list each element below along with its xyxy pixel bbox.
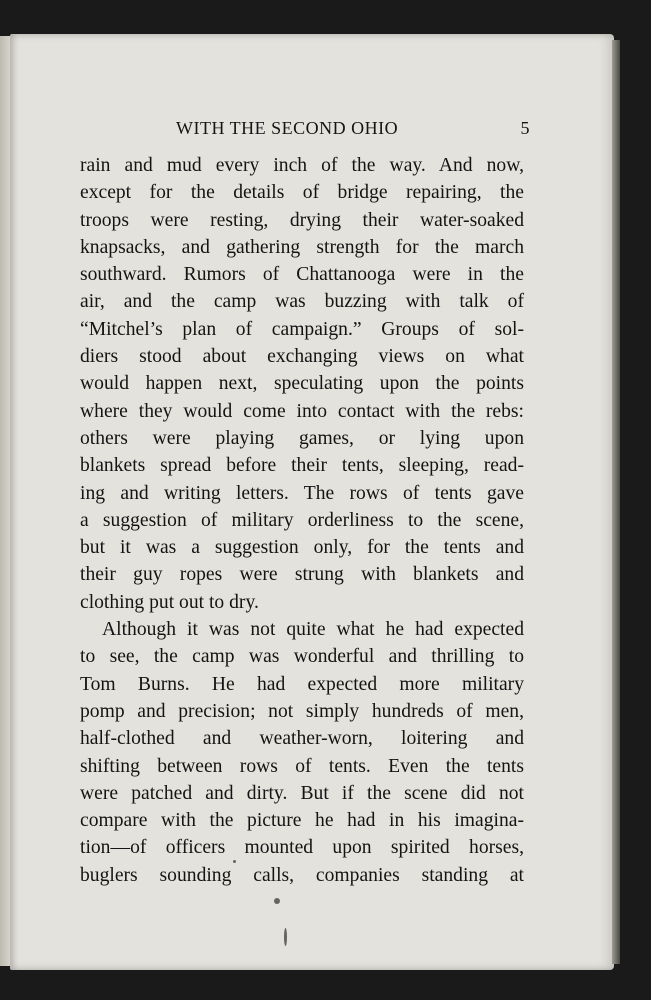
- text-line: air, and the camp was buzzing with talk of: [80, 291, 524, 313]
- text-line: Although it was not quite what he had expected: [102, 619, 524, 641]
- text-line: others were playing games, or lying upon: [80, 427, 524, 449]
- text-line: blankets spread before their tents, sleeping, read-: [80, 455, 524, 477]
- text-line: would happen next, speculating upon the points: [80, 373, 524, 395]
- paragraph: [80, 152, 524, 616]
- running-head: [74, 118, 530, 144]
- text-line: pomp and precision; not simply hundreds of men,: [80, 700, 524, 722]
- text-line: compare with the picture he had in his imagina-: [80, 810, 524, 832]
- text-line: clothing put out to dry.: [80, 591, 259, 613]
- text-line: but it was a suggestion only, for the tents and: [80, 537, 524, 559]
- ink-smudge: [233, 860, 236, 863]
- ink-smudge: [284, 928, 287, 946]
- running-title: WITH THE SECOND OHIO: [176, 118, 399, 138]
- paragraph: [80, 616, 524, 889]
- previous-page-edge: [0, 36, 10, 966]
- text-line: tion—of officers mounted upon spirited horses,: [80, 837, 524, 859]
- body-text: [80, 152, 524, 889]
- text-line: half-clothed and weather-worn, loitering and: [80, 728, 524, 750]
- text-line: to see, the camp was wonderful and thrilling to: [80, 646, 524, 668]
- text-line: a suggestion of military orderliness to the scene,: [80, 509, 524, 531]
- text-line: southward. Rumors of Chattanooga were in the: [80, 264, 524, 286]
- text-line: diers stood about exchanging views on what: [80, 346, 524, 368]
- text-line: troops were resting, drying their water-soaked: [80, 209, 524, 231]
- text-line: “Mitchel’s plan of campaign.” Groups of sol-: [80, 318, 524, 340]
- page-number: 5: [520, 118, 530, 138]
- text-line: except for the details of bridge repairing, the: [80, 182, 524, 204]
- text-line: were patched and dirty. But if the scene did not: [80, 782, 524, 804]
- text-line: their guy ropes were strung with blankets and: [80, 564, 524, 586]
- text-line: rain and mud every inch of the way. And now,: [80, 155, 524, 176]
- page-fore-edge: [612, 40, 620, 964]
- text-line: ing and writing letters. The rows of tents gave: [80, 482, 524, 504]
- text-line: Tom Burns. He had expected more military: [80, 673, 524, 695]
- text-line: where they would come into contact with the rebs:: [80, 400, 524, 422]
- text-line: buglers sounding calls, companies standing at: [80, 864, 524, 886]
- ink-smudge: [274, 898, 280, 904]
- text-line: shifting between rows of tents. Even the tents: [80, 755, 524, 777]
- text-line: knapsacks, and gathering strength for the march: [80, 236, 524, 258]
